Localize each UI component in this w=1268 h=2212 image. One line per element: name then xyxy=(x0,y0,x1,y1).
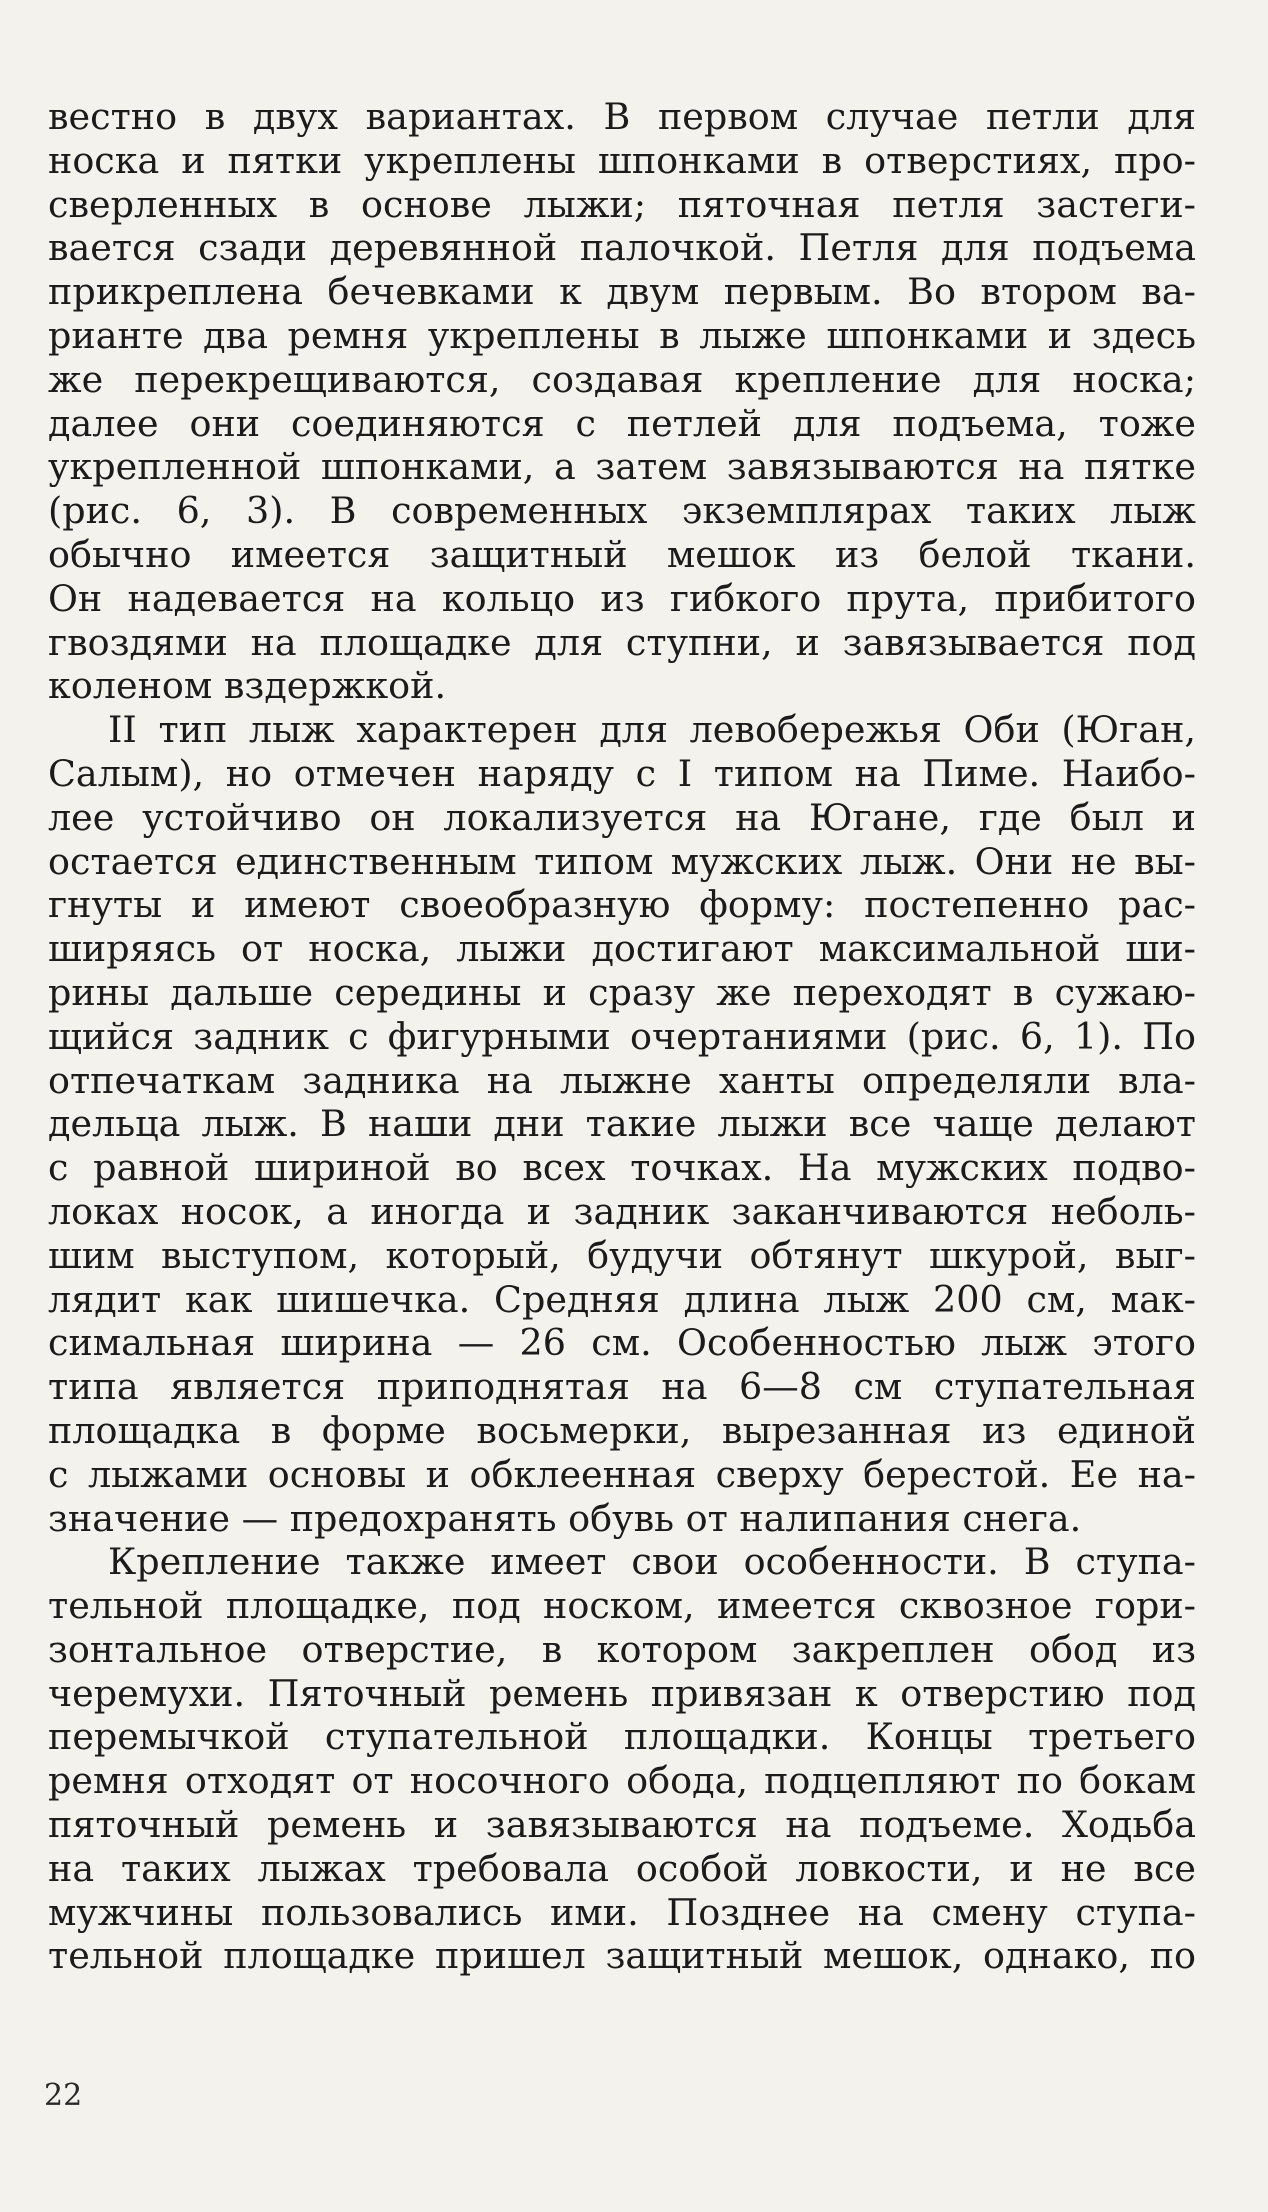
text-line: зонтальное отверстие, в котором закреплен обод из xyxy=(48,1627,1196,1671)
text-line: перемычкой ступательной площадки. Концы третьего xyxy=(48,1715,1196,1759)
text-line: ширяясь от носка, лыжи достигают максимальной ши- xyxy=(48,927,1196,971)
text-line: ремня отходят от носочного обода, подцепляют по бокам xyxy=(48,1759,1196,1803)
text-line: отпечаткам задника на лыжне ханты определяли вла- xyxy=(48,1058,1196,1102)
text-line: тельной площадке, под носком, имеется сквозное гори- xyxy=(48,1584,1196,1628)
text-line: лее устойчиво он локализуется на Югане, где был и xyxy=(48,795,1196,839)
text-line: с лыжами основы и обклеенная сверху берестой. Ее на- xyxy=(48,1452,1196,1496)
page-text xyxy=(48,95,1196,1978)
text-line: вестно в двух вариантах. В первом случае петли для xyxy=(48,95,1196,138)
text-line: обычно имеется защитный мешок из белой ткани. xyxy=(48,532,1196,576)
text-line: II тип лыж характерен для левобережья Оби (Юган, xyxy=(108,708,1196,752)
text-line: тельной площадке пришел защитный мешок, однако, по xyxy=(48,1934,1196,1978)
text-line: укрепленной шпонками, а затем завязываются на пятке xyxy=(48,445,1196,489)
text-line: дельца лыж. В наши дни такие лыжи все чаще делают xyxy=(48,1102,1196,1146)
text-line: далее они соединяются с петлей для подъема, тоже xyxy=(48,401,1196,445)
text-line: Салым), но отмечен наряду с I типом на Пиме. Наибо- xyxy=(48,751,1196,795)
text-line: щийся задник с фигурными очертаниями (рис. 6, 1). По xyxy=(48,1014,1196,1058)
text-line: носка и пятки укреплены шпонками в отверстиях, про- xyxy=(48,138,1196,182)
text-line: Он надевается на кольцо из гибкого прута, прибитого xyxy=(48,576,1196,620)
text-line: Крепление также имеет свои особенности. В ступа- xyxy=(108,1540,1196,1584)
text-line: шим выступом, который, будучи обтянут шкурой, выг- xyxy=(48,1233,1196,1277)
text-line: же перекрещиваются, создавая крепление для носка; xyxy=(48,357,1196,401)
text-line: остается единственным типом мужских лыж. Они не вы- xyxy=(48,839,1196,883)
text-line: вается сзади деревянной палочкой. Петля для подъема xyxy=(48,226,1196,270)
text-line: типа является приподнятая на 6—8 см ступательная xyxy=(48,1365,1196,1409)
text-line: симальная ширина — 26 см. Особенностью лыж этого xyxy=(48,1321,1196,1365)
text-line: на таких лыжах требовала особой ловкости, и не все xyxy=(48,1846,1196,1890)
text-line: гнуты и имеют своеобразную форму: постепенно рас- xyxy=(48,883,1196,927)
text-line: рины дальше середины и сразу же переходят в сужаю- xyxy=(48,970,1196,1014)
text-line: лядит как шишечка. Средняя длина лыж 200 см, мак- xyxy=(48,1277,1196,1321)
text-line: значение — предохранять обувь от налипания снега. xyxy=(48,1496,1082,1540)
text-line: прикреплена бечевками к двум первым. Во втором ва- xyxy=(48,270,1196,314)
text-line: площадка в форме восьмерки, вырезанная из единой xyxy=(48,1408,1196,1452)
text-line: мужчины пользовались ими. Позднее на смену ступа- xyxy=(48,1890,1196,1934)
text-line: коленом вздержкой. xyxy=(48,664,447,708)
text-line: рианте два ремня укреплены в лыже шпонками и здесь xyxy=(48,313,1196,357)
text-line: пяточный ремень и завязываются на подъеме. Ходьба xyxy=(48,1803,1196,1847)
text-line: (рис. 6, 3). В современных экземплярах таких лыж xyxy=(48,489,1196,533)
text-line: с равной шириной во всех точках. На мужских подво- xyxy=(48,1146,1196,1190)
text-line: сверленных в основе лыжи; пяточная петля застеги- xyxy=(48,182,1196,226)
text-line: гвоздями на площадке для ступни, и завязывается под xyxy=(48,620,1196,664)
text-line: черемухи. Пяточный ремень привязан к отверстию под xyxy=(48,1671,1196,1715)
text-line: локах носок, а иногда и задник заканчиваются неболь- xyxy=(48,1189,1196,1233)
page-number: 22 xyxy=(44,2078,83,2113)
